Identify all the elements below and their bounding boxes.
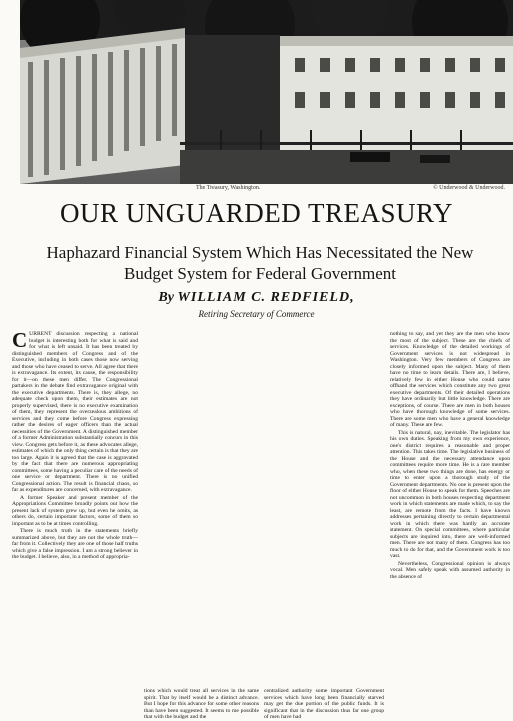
treasury-photo xyxy=(20,0,513,184)
article-subtitle: Haphazard Financial System Which Has Necessitated the New Budget System for Federal Government xyxy=(46,243,474,283)
paragraph xyxy=(12,328,138,494)
byline-prefix: By xyxy=(158,290,178,305)
paragraph: This is natural, nay, inevitable. The legislator has his own duties. Speaking from my own experience, one's district requires a reasonable and proper attention. This takes time. The legislative business of the House and the necessary attendance upon committees require more time. He is a rare member who, when these two things are done, has energy or time to enter upon a thorough study of the Government departments. No one is present upon the floor of either House to speak for them. Speeches are not uncommon in both houses respecting department work in which statements are made which, to say the least, are remote from the facts. I have known addresses pertaining directly to certain departmental work in which there was hardly an accurate statement. On special committees, where particular subjects are inquired into, there are well-informed men. There are not many of them. Congress has too much to do for that, and the Government work is too vast. xyxy=(390,429,510,559)
treasury-building-image xyxy=(20,0,513,184)
author-name: WILLIAM C. REDFIELD, xyxy=(177,290,355,305)
paragraph-text: URRENT discussion respecting a national budget is interesting both for what is said and for what is left unsaid. It has been treated by distinguished members of Congress and of the Executive, including in both cases those now serving and those who have ceased to serve. All agree that there is extravagance. Its extent, its cause, the responsibility for it—on these men differ. The Congressional partakers in the debate find extravagance original with the executive departments. There is, they allege, no adequate check upon them, their estimates are not properly supervised, there is no executive examination of them, they represent the overzealous ambitions of services and they come before Congress expressing rather the desires of eager officers than the actual necessities of the Government. A distinguished member of a former Administration substantially concurs in this view. Congress gets before it, as these advocates allege, estimates of which the only thing certain is that they are too large. Again it is agreed that the case is aggravated by the fact that there are numerous appropriating committees, some having a peculiar care of the needs of one service or department. There is no unified Congressional action. The result is financial chaos, so far as expenditures are concerned, with extravagance. xyxy=(12,331,138,493)
article-column-4 xyxy=(390,331,510,700)
drop-cap: C xyxy=(12,328,28,352)
paragraph: There is much truth in the statements briefly summarized above, but they are not the whole truth—far from it. Collectively they are one of those half truths which give a false impression. I am a strong believer in the budget. I believe, also, in a method of appropria- xyxy=(12,528,138,560)
paragraph: nothing to say, and yet they are the men who know the most of the subject. These are the chiefs of services. Knowledge of the detailed workings of Government services is not widespread in Washington. Very few members of Congress are closely informed upon the subject. Many of them have no time to learn details. There are, I believe, relatively few in either House who could name offhand the services which constitute any two great executive departments. Of their detailed operations they have ordinarily but little knowledge. There are exceptions, of course. There are men in both houses who have thorough knowledge of some services. There are some men who have a general knowledge of many. These are few. xyxy=(390,331,510,428)
paragraph: Nevertheless, Congressional opinion is always vocal. Men safely speak with assumed authority in the absence of xyxy=(390,560,510,580)
paragraph: centralized authority some important Government services which have long been financially starved may get the due portion of the public funds. It is significant that in the discussion thus far one group of men have had xyxy=(264,688,384,720)
article-column-3 xyxy=(264,688,384,720)
article-column-1 xyxy=(12,328,138,700)
byline xyxy=(0,290,513,306)
article-column-2 xyxy=(144,688,259,720)
paragraph: tions which would treat all services in the same spirit. That by itself would be a distinct advance. But I hope for this advance for some other reasons than have been suggested. It seems to me possible that with the budget and the xyxy=(144,688,259,720)
article-title: OUR UNGUARDED TREASURY xyxy=(59,198,454,228)
author-role: Retiring Secretary of Commerce xyxy=(198,309,315,319)
photo-credit: © Underwood & Underwood. xyxy=(433,185,505,191)
paragraph: A former Speaker and present member of the Appropriations Committee broadly points out how the present lack of system grew up, but even he omits, as others do, certain important factors, some of them so important as to be at times controlling. xyxy=(12,494,138,527)
photo-caption: The Treasury, Washington. xyxy=(196,185,261,191)
